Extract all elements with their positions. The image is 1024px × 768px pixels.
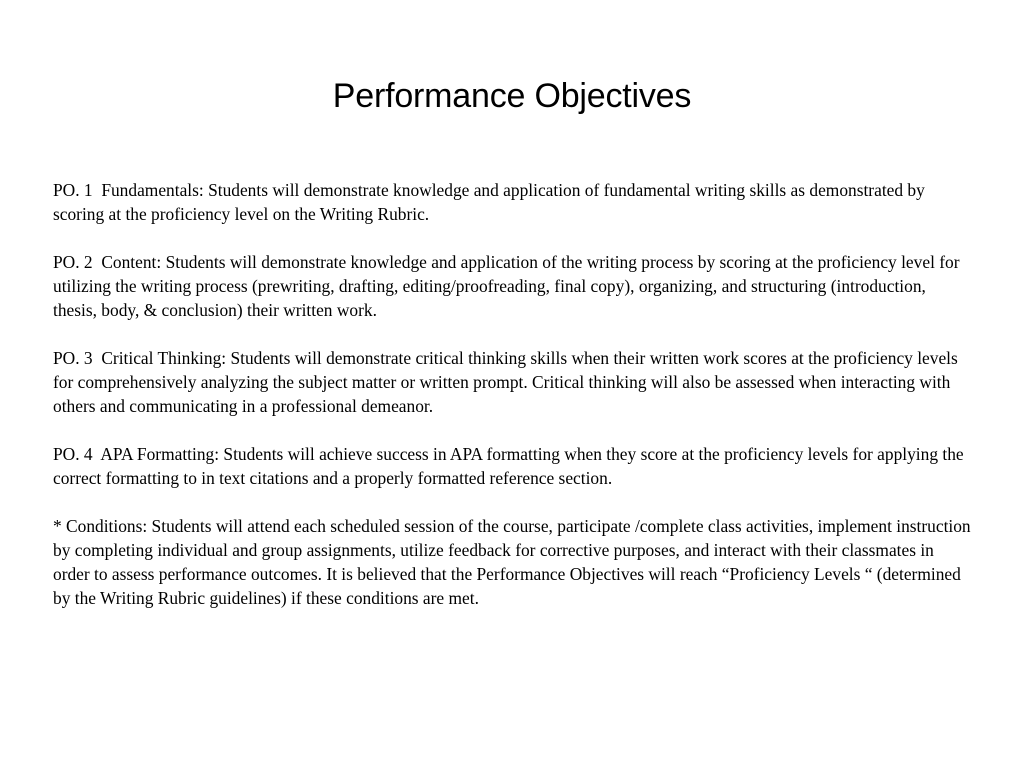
objective-po3: PO. 3 Critical Thinking: Students will demonstrate critical thinking skills when their written work scores at the proficiency levels for comprehensively analyzing the subject matter or written prompt. Critical thinking will also be assessed when interacting with others and communicating in a professional demeanor. <box>53 348 963 416</box>
objective-po1: PO. 1 Fundamentals: Students will demonstrate knowledge and application of fundamental writing skills as demonstrated by scoring at the proficiency level on the Writing Rubric. <box>53 180 930 224</box>
objective-po4: PO. 4 APA Formatting: Students will achieve success in APA formatting when they score at the proficiency levels for applying the correct formatting to in text citations and a properly formatted reference section. <box>53 444 968 488</box>
conditions-note: * Conditions: Students will attend each scheduled session of the course, participate /complete class activities, implement instruction by completing individual and group assignments, utilize feedback for corrective purposes, and interact with their classmates in order to assess performance outcomes. It is believed that the Performance Objectives will reach “Proficiency Levels “ (determined by the Writing Rubric guidelines) if these conditions are met. <box>53 516 975 608</box>
slide-title: Performance Objectives <box>332 77 692 115</box>
slide-body <box>53 178 973 610</box>
objective-po2: PO. 2 Content: Students will demonstrate knowledge and application of the writing process by scoring at the proficiency level for utilizing the writing process (prewriting, drafting, editing/proofreading, final copy), organizing, and structuring (introduction, thesis, body, & conclusion) their written work. <box>53 252 964 320</box>
